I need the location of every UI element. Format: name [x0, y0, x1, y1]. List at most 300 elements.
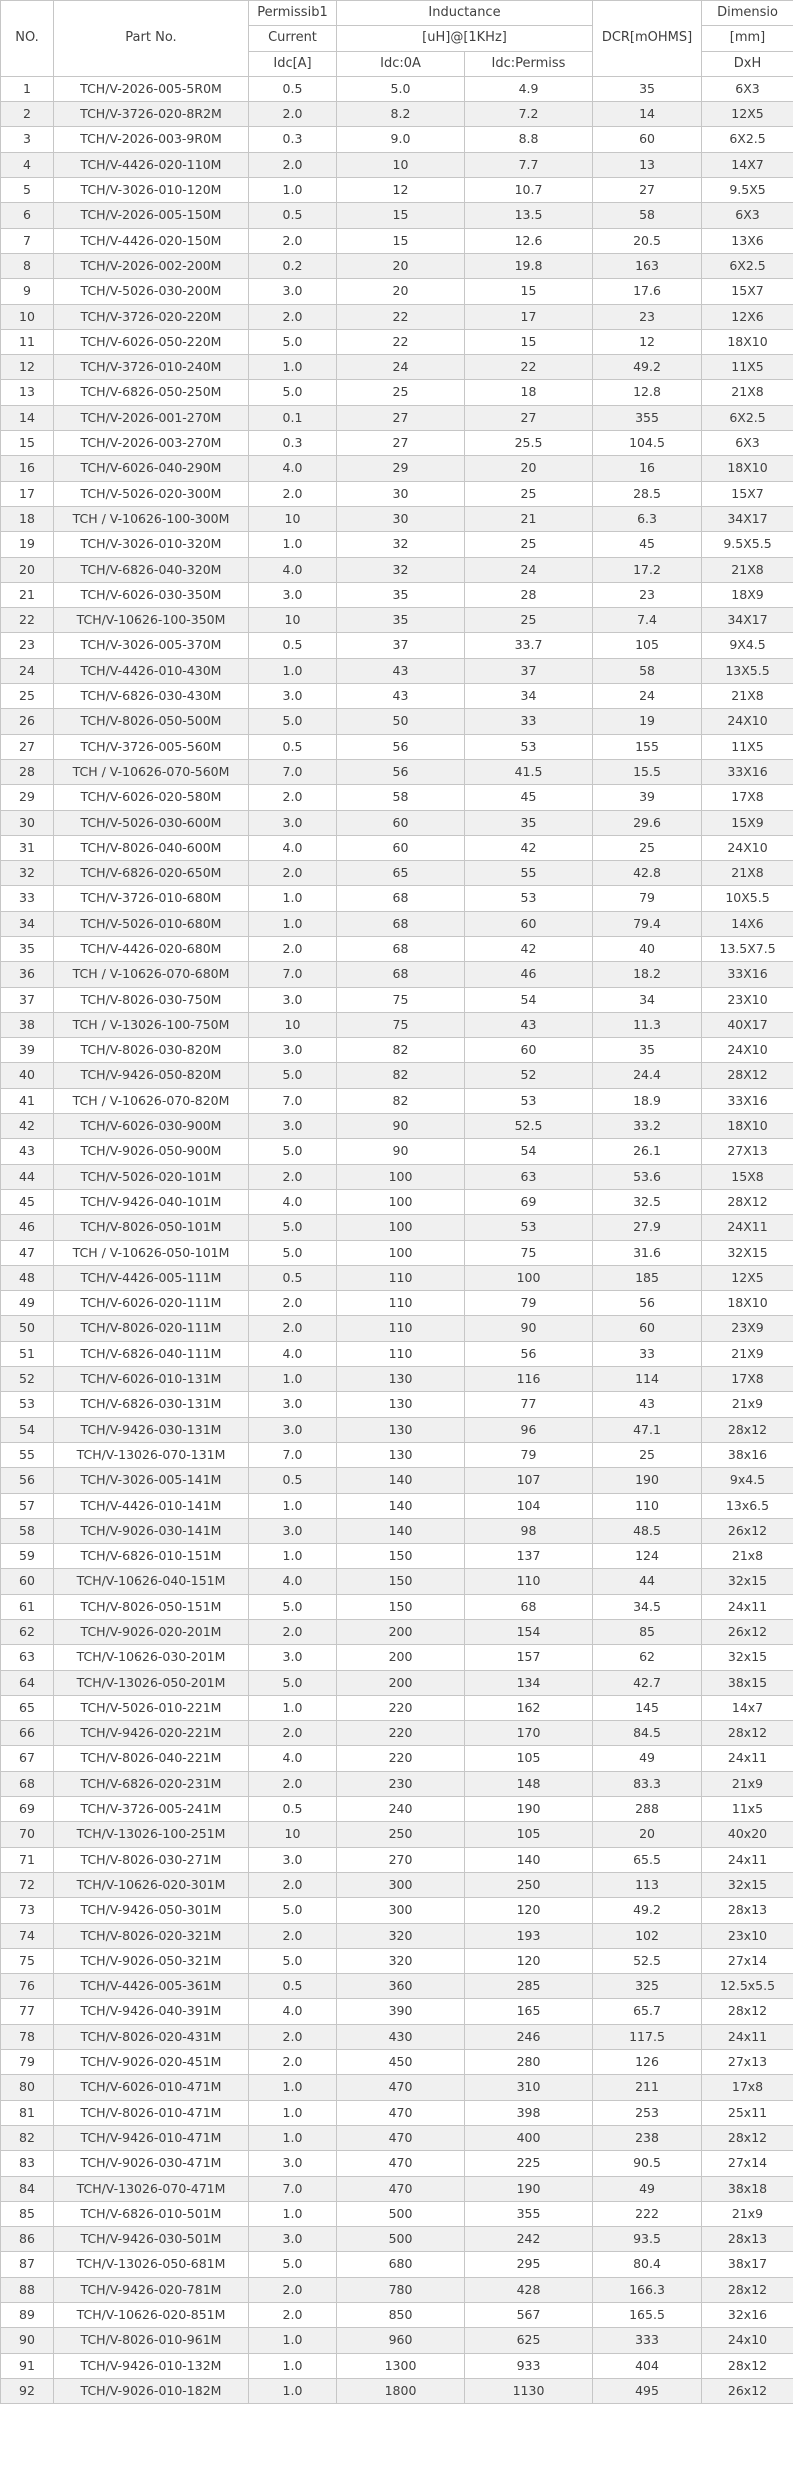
cell-no: 35 — [1, 936, 54, 961]
cell-dcr: 34 — [593, 987, 702, 1012]
cell-part-no: TCH/V-4426-010-141M — [54, 1493, 249, 1518]
table-row — [1, 936, 793, 961]
cell-dcr: 44 — [593, 1569, 702, 1594]
cell-inductance-0a: 430 — [337, 2024, 465, 2049]
cell-no: 49 — [1, 1291, 54, 1316]
cell-no: 38 — [1, 1012, 54, 1037]
cell-dimension: 27X13 — [702, 1139, 793, 1164]
cell-part-no: TCH/V-2026-003-270M — [54, 431, 249, 456]
cell-dimension: 15X8 — [702, 1164, 793, 1189]
table-row — [1, 658, 793, 683]
cell-no: 29 — [1, 785, 54, 810]
cell-inductance-0a: 37 — [337, 633, 465, 658]
cell-inductance-0a: 35 — [337, 608, 465, 633]
cell-current: 1.0 — [249, 1695, 337, 1720]
cell-part-no: TCH/V-9426-030-501M — [54, 2227, 249, 2252]
cell-dimension: 21X9 — [702, 1341, 793, 1366]
cell-dcr: 85 — [593, 1620, 702, 1645]
cell-current: 5.0 — [249, 1670, 337, 1695]
cell-part-no: TCH/V-6826-010-501M — [54, 2201, 249, 2226]
cell-dimension: 23X10 — [702, 987, 793, 1012]
cell-no: 47 — [1, 1240, 54, 1265]
cell-inductance-0a: 35 — [337, 582, 465, 607]
cell-dcr: 253 — [593, 2100, 702, 2125]
cell-inductance-permiss: 295 — [465, 2252, 593, 2277]
table-row — [1, 911, 793, 936]
cell-dimension: 23x10 — [702, 1923, 793, 1948]
cell-dimension: 40X17 — [702, 1012, 793, 1037]
cell-dimension: 24x11 — [702, 1594, 793, 1619]
cell-current: 3.0 — [249, 684, 337, 709]
cell-current: 2.0 — [249, 1721, 337, 1746]
table-row — [1, 253, 793, 278]
cell-inductance-0a: 110 — [337, 1316, 465, 1341]
cell-no: 85 — [1, 2201, 54, 2226]
cell-dcr: 110 — [593, 1493, 702, 1518]
cell-inductance-permiss: 933 — [465, 2353, 593, 2378]
cell-part-no: TCH/V-8026-020-431M — [54, 2024, 249, 2049]
table-row — [1, 2378, 793, 2403]
cell-part-no: TCH/V-4426-010-430M — [54, 658, 249, 683]
cell-dcr: 49.2 — [593, 355, 702, 380]
cell-part-no: TCH/V-5026-020-101M — [54, 1164, 249, 1189]
cell-current: 7.0 — [249, 962, 337, 987]
cell-dimension: 14X7 — [702, 152, 793, 177]
cell-inductance-0a: 32 — [337, 557, 465, 582]
cell-part-no: TCH/V-9426-040-101M — [54, 1189, 249, 1214]
cell-no: 42 — [1, 1114, 54, 1139]
cell-dcr: 102 — [593, 1923, 702, 1948]
cell-dimension: 27x14 — [702, 1948, 793, 1973]
cell-inductance-0a: 230 — [337, 1771, 465, 1796]
cell-dimension: 9X4.5 — [702, 633, 793, 658]
cell-inductance-0a: 8.2 — [337, 102, 465, 127]
header-permissible: Permissib1 — [249, 1, 337, 26]
cell-dimension: 14X6 — [702, 911, 793, 936]
cell-current: 3.0 — [249, 987, 337, 1012]
cell-dcr: 48.5 — [593, 1518, 702, 1543]
cell-dimension: 28x12 — [702, 2277, 793, 2302]
cell-part-no: TCH/V-8026-050-101M — [54, 1215, 249, 1240]
cell-inductance-permiss: 17 — [465, 304, 593, 329]
cell-no: 7 — [1, 228, 54, 253]
cell-dcr: 155 — [593, 734, 702, 759]
cell-current: 7.0 — [249, 2176, 337, 2201]
table-row — [1, 1265, 793, 1290]
cell-inductance-0a: 10 — [337, 152, 465, 177]
cell-no: 18 — [1, 506, 54, 531]
table-row — [1, 1620, 793, 1645]
cell-inductance-permiss: 34 — [465, 684, 593, 709]
cell-no: 23 — [1, 633, 54, 658]
cell-part-no: TCH/V-9026-030-141M — [54, 1518, 249, 1543]
cell-current: 4.0 — [249, 557, 337, 582]
cell-current: 3.0 — [249, 1417, 337, 1442]
cell-no: 54 — [1, 1417, 54, 1442]
cell-dcr: 93.5 — [593, 2227, 702, 2252]
cell-no: 15 — [1, 431, 54, 456]
cell-current: 3.0 — [249, 1645, 337, 1670]
cell-part-no: TCH/V-9426-020-781M — [54, 2277, 249, 2302]
cell-dimension: 13X5.5 — [702, 658, 793, 683]
cell-current: 2.0 — [249, 481, 337, 506]
cell-dcr: 7.4 — [593, 608, 702, 633]
table-row — [1, 456, 793, 481]
cell-inductance-0a: 140 — [337, 1493, 465, 1518]
cell-no: 83 — [1, 2151, 54, 2176]
cell-no: 6 — [1, 203, 54, 228]
cell-part-no: TCH / V-10626-070-560M — [54, 759, 249, 784]
cell-dcr: 17.2 — [593, 557, 702, 582]
cell-dimension: 38x18 — [702, 2176, 793, 2201]
cell-dcr: 34.5 — [593, 1594, 702, 1619]
cell-inductance-0a: 25 — [337, 380, 465, 405]
cell-inductance-permiss: 10.7 — [465, 178, 593, 203]
cell-part-no: TCH/V-6826-010-151M — [54, 1544, 249, 1569]
cell-dimension: 17X8 — [702, 785, 793, 810]
cell-inductance-permiss: 250 — [465, 1872, 593, 1897]
cell-part-no: TCH/V-3026-010-320M — [54, 532, 249, 557]
cell-dcr: 185 — [593, 1265, 702, 1290]
cell-inductance-permiss: 105 — [465, 1746, 593, 1771]
cell-current: 4.0 — [249, 1341, 337, 1366]
cell-current: 4.0 — [249, 1569, 337, 1594]
table-row — [1, 886, 793, 911]
cell-inductance-permiss: 22 — [465, 355, 593, 380]
cell-no: 50 — [1, 1316, 54, 1341]
table-body — [1, 76, 793, 2403]
cell-dimension: 24x11 — [702, 2024, 793, 2049]
cell-inductance-permiss: 53 — [465, 1088, 593, 1113]
cell-inductance-0a: 140 — [337, 1468, 465, 1493]
cell-dcr: 222 — [593, 2201, 702, 2226]
cell-inductance-0a: 68 — [337, 911, 465, 936]
table-row — [1, 1240, 793, 1265]
header-dcr: DCR[mOHMS] — [593, 1, 702, 77]
cell-inductance-permiss: 20 — [465, 456, 593, 481]
cell-inductance-0a: 450 — [337, 2050, 465, 2075]
cell-dcr: 126 — [593, 2050, 702, 2075]
cell-dcr: 35 — [593, 1038, 702, 1063]
cell-dimension: 32x16 — [702, 2303, 793, 2328]
cell-dimension: 21X8 — [702, 861, 793, 886]
cell-current: 3.0 — [249, 810, 337, 835]
cell-inductance-permiss: 42 — [465, 936, 593, 961]
cell-dcr: 90.5 — [593, 2151, 702, 2176]
cell-dcr: 12.8 — [593, 380, 702, 405]
cell-current: 5.0 — [249, 1898, 337, 1923]
cell-dcr: 163 — [593, 253, 702, 278]
cell-inductance-permiss: 24 — [465, 557, 593, 582]
cell-current: 5.0 — [249, 1594, 337, 1619]
cell-inductance-0a: 32 — [337, 532, 465, 557]
cell-inductance-0a: 90 — [337, 1139, 465, 1164]
cell-dimension: 11X5 — [702, 355, 793, 380]
table-row — [1, 1493, 793, 1518]
cell-inductance-0a: 470 — [337, 2151, 465, 2176]
cell-dcr: 25 — [593, 1442, 702, 1467]
cell-dcr: 24 — [593, 684, 702, 709]
cell-dcr: 113 — [593, 1872, 702, 1897]
cell-dimension: 11X5 — [702, 734, 793, 759]
cell-dcr: 288 — [593, 1797, 702, 1822]
cell-inductance-0a: 110 — [337, 1265, 465, 1290]
table-row — [1, 1999, 793, 2024]
cell-dcr: 19 — [593, 709, 702, 734]
cell-part-no: TCH/V-9026-010-182M — [54, 2378, 249, 2403]
cell-dcr: 27.9 — [593, 1215, 702, 1240]
cell-dcr: 49.2 — [593, 1898, 702, 1923]
cell-no: 10 — [1, 304, 54, 329]
cell-dimension: 15X7 — [702, 279, 793, 304]
cell-no: 26 — [1, 709, 54, 734]
cell-dcr: 53.6 — [593, 1164, 702, 1189]
cell-current: 7.0 — [249, 1088, 337, 1113]
table-row — [1, 481, 793, 506]
cell-dimension: 28x13 — [702, 1898, 793, 1923]
cell-current: 2.0 — [249, 1771, 337, 1796]
header-dxh: DxH — [702, 51, 793, 76]
cell-dcr: 28.5 — [593, 481, 702, 506]
table-row — [1, 1417, 793, 1442]
header-current: Current — [249, 26, 337, 51]
cell-current: 4.0 — [249, 1189, 337, 1214]
cell-dcr: 65.7 — [593, 1999, 702, 2024]
cell-part-no: TCH/V-4426-005-361M — [54, 1974, 249, 1999]
cell-inductance-0a: 68 — [337, 886, 465, 911]
table-row — [1, 1771, 793, 1796]
cell-inductance-0a: 30 — [337, 481, 465, 506]
cell-inductance-permiss: 400 — [465, 2125, 593, 2150]
cell-dcr: 23 — [593, 582, 702, 607]
cell-part-no: TCH/V-8026-040-221M — [54, 1746, 249, 1771]
cell-dcr: 18.9 — [593, 1088, 702, 1113]
cell-current: 3.0 — [249, 2227, 337, 2252]
cell-inductance-permiss: 398 — [465, 2100, 593, 2125]
cell-inductance-permiss: 60 — [465, 1038, 593, 1063]
cell-inductance-0a: 960 — [337, 2328, 465, 2353]
cell-current: 4.0 — [249, 456, 337, 481]
cell-inductance-0a: 780 — [337, 2277, 465, 2302]
header-inductance: Inductance — [337, 1, 593, 26]
cell-current: 2.0 — [249, 2277, 337, 2302]
cell-inductance-permiss: 100 — [465, 1265, 593, 1290]
cell-current: 5.0 — [249, 1215, 337, 1240]
cell-current: 5.0 — [249, 1948, 337, 1973]
cell-inductance-permiss: 148 — [465, 1771, 593, 1796]
cell-no: 19 — [1, 532, 54, 557]
cell-inductance-permiss: 53 — [465, 734, 593, 759]
cell-inductance-permiss: 246 — [465, 2024, 593, 2049]
table-row — [1, 2227, 793, 2252]
cell-part-no: TCH/V-9026-020-451M — [54, 2050, 249, 2075]
cell-no: 86 — [1, 2227, 54, 2252]
cell-inductance-0a: 850 — [337, 2303, 465, 2328]
cell-dcr: 124 — [593, 1544, 702, 1569]
cell-dimension: 32x15 — [702, 1872, 793, 1897]
cell-current: 5.0 — [249, 380, 337, 405]
cell-inductance-permiss: 68 — [465, 1594, 593, 1619]
cell-part-no: TCH/V-3726-020-8R2M — [54, 102, 249, 127]
cell-inductance-permiss: 96 — [465, 1417, 593, 1442]
cell-no: 22 — [1, 608, 54, 633]
cell-part-no: TCH/V-10626-100-350M — [54, 608, 249, 633]
cell-no: 31 — [1, 835, 54, 860]
cell-current: 2.0 — [249, 861, 337, 886]
cell-dimension: 18X9 — [702, 582, 793, 607]
cell-dimension: 28x12 — [702, 2125, 793, 2150]
cell-no: 77 — [1, 1999, 54, 2024]
cell-no: 3 — [1, 127, 54, 152]
cell-current: 5.0 — [249, 329, 337, 354]
cell-no: 78 — [1, 2024, 54, 2049]
cell-inductance-permiss: 242 — [465, 2227, 593, 2252]
cell-no: 71 — [1, 1847, 54, 1872]
cell-dimension: 21X8 — [702, 557, 793, 582]
cell-inductance-0a: 20 — [337, 253, 465, 278]
cell-current: 1.0 — [249, 2125, 337, 2150]
cell-dimension: 10X5.5 — [702, 886, 793, 911]
cell-dimension: 9.5X5 — [702, 178, 793, 203]
cell-dimension: 34X17 — [702, 506, 793, 531]
cell-no: 92 — [1, 2378, 54, 2403]
cell-current: 1.0 — [249, 2201, 337, 2226]
cell-dimension: 28x12 — [702, 1417, 793, 1442]
cell-part-no: TCH/V-5026-020-300M — [54, 481, 249, 506]
cell-inductance-permiss: 285 — [465, 1974, 593, 1999]
cell-inductance-0a: 20 — [337, 279, 465, 304]
cell-part-no: TCH/V-8026-010-961M — [54, 2328, 249, 2353]
cell-no: 72 — [1, 1872, 54, 1897]
cell-current: 2.0 — [249, 2303, 337, 2328]
cell-inductance-0a: 22 — [337, 329, 465, 354]
cell-dimension: 6X2.5 — [702, 253, 793, 278]
table-row — [1, 1544, 793, 1569]
cell-dcr: 495 — [593, 2378, 702, 2403]
cell-inductance-permiss: 7.7 — [465, 152, 593, 177]
cell-no: 73 — [1, 1898, 54, 1923]
table-row — [1, 2252, 793, 2277]
cell-no: 57 — [1, 1493, 54, 1518]
cell-dcr: 104.5 — [593, 431, 702, 456]
cell-dcr: 42.8 — [593, 861, 702, 886]
cell-inductance-0a: 27 — [337, 405, 465, 430]
cell-part-no: TCH/V-6026-010-471M — [54, 2075, 249, 2100]
table-row — [1, 2125, 793, 2150]
cell-part-no: TCH/V-5026-010-221M — [54, 1695, 249, 1720]
table-row — [1, 810, 793, 835]
cell-inductance-permiss: 54 — [465, 987, 593, 1012]
cell-dimension: 21X8 — [702, 380, 793, 405]
cell-current: 1.0 — [249, 2378, 337, 2403]
cell-inductance-permiss: 77 — [465, 1392, 593, 1417]
table-row — [1, 279, 793, 304]
cell-no: 76 — [1, 1974, 54, 1999]
cell-dimension: 11x5 — [702, 1797, 793, 1822]
cell-inductance-permiss: 567 — [465, 2303, 593, 2328]
cell-dimension: 34X17 — [702, 608, 793, 633]
cell-inductance-permiss: 41.5 — [465, 759, 593, 784]
cell-inductance-permiss: 37 — [465, 658, 593, 683]
cell-no: 36 — [1, 962, 54, 987]
cell-part-no: TCH/V-8026-050-151M — [54, 1594, 249, 1619]
cell-dimension: 13.5X7.5 — [702, 936, 793, 961]
cell-current: 0.3 — [249, 127, 337, 152]
cell-current: 3.0 — [249, 279, 337, 304]
cell-part-no: TCH/V-9426-010-132M — [54, 2353, 249, 2378]
cell-current: 0.5 — [249, 734, 337, 759]
table-row — [1, 1872, 793, 1897]
cell-dcr: 58 — [593, 658, 702, 683]
cell-inductance-permiss: 27 — [465, 405, 593, 430]
cell-inductance-0a: 110 — [337, 1291, 465, 1316]
cell-dcr: 80.4 — [593, 2252, 702, 2277]
cell-no: 27 — [1, 734, 54, 759]
cell-dimension: 28X12 — [702, 1063, 793, 1088]
cell-inductance-permiss: 110 — [465, 1569, 593, 1594]
cell-inductance-permiss: 134 — [465, 1670, 593, 1695]
cell-dcr: 56 — [593, 1291, 702, 1316]
cell-dimension: 26x12 — [702, 1620, 793, 1645]
cell-inductance-0a: 5.0 — [337, 76, 465, 101]
cell-inductance-0a: 200 — [337, 1645, 465, 1670]
cell-dcr: 355 — [593, 405, 702, 430]
cell-no: 40 — [1, 1063, 54, 1088]
cell-inductance-permiss: 116 — [465, 1367, 593, 1392]
table-row — [1, 1063, 793, 1088]
cell-dimension: 6X3 — [702, 203, 793, 228]
cell-dimension: 21x9 — [702, 2201, 793, 2226]
cell-no: 20 — [1, 557, 54, 582]
cell-no: 16 — [1, 456, 54, 481]
cell-inductance-permiss: 8.8 — [465, 127, 593, 152]
cell-inductance-permiss: 162 — [465, 1695, 593, 1720]
cell-no: 56 — [1, 1468, 54, 1493]
cell-dcr: 62 — [593, 1645, 702, 1670]
cell-dcr: 47.1 — [593, 1417, 702, 1442]
cell-dcr: 166.3 — [593, 2277, 702, 2302]
cell-dimension: 17x8 — [702, 2075, 793, 2100]
cell-dcr: 20 — [593, 1822, 702, 1847]
cell-dimension: 28X12 — [702, 1189, 793, 1214]
cell-inductance-0a: 300 — [337, 1898, 465, 1923]
cell-inductance-0a: 130 — [337, 1392, 465, 1417]
cell-inductance-0a: 130 — [337, 1417, 465, 1442]
cell-inductance-0a: 320 — [337, 1923, 465, 1948]
cell-inductance-permiss: 79 — [465, 1442, 593, 1467]
cell-inductance-permiss: 33.7 — [465, 633, 593, 658]
cell-current: 3.0 — [249, 1847, 337, 1872]
cell-current: 2.0 — [249, 304, 337, 329]
cell-inductance-0a: 12 — [337, 178, 465, 203]
cell-inductance-permiss: 28 — [465, 582, 593, 607]
table-row — [1, 1594, 793, 1619]
cell-current: 0.5 — [249, 1797, 337, 1822]
cell-inductance-permiss: 53 — [465, 886, 593, 911]
cell-dimension: 27x14 — [702, 2151, 793, 2176]
table-row — [1, 1114, 793, 1139]
cell-dimension: 32x15 — [702, 1569, 793, 1594]
cell-inductance-permiss: 1130 — [465, 2378, 593, 2403]
cell-part-no: TCH/V-9426-040-391M — [54, 1999, 249, 2024]
cell-dcr: 20.5 — [593, 228, 702, 253]
cell-inductance-0a: 250 — [337, 1822, 465, 1847]
cell-part-no: TCH / V-13026-100-750M — [54, 1012, 249, 1037]
table-row — [1, 1164, 793, 1189]
cell-current: 1.0 — [249, 2100, 337, 2125]
cell-dimension: 32X15 — [702, 1240, 793, 1265]
cell-current: 2.0 — [249, 1164, 337, 1189]
